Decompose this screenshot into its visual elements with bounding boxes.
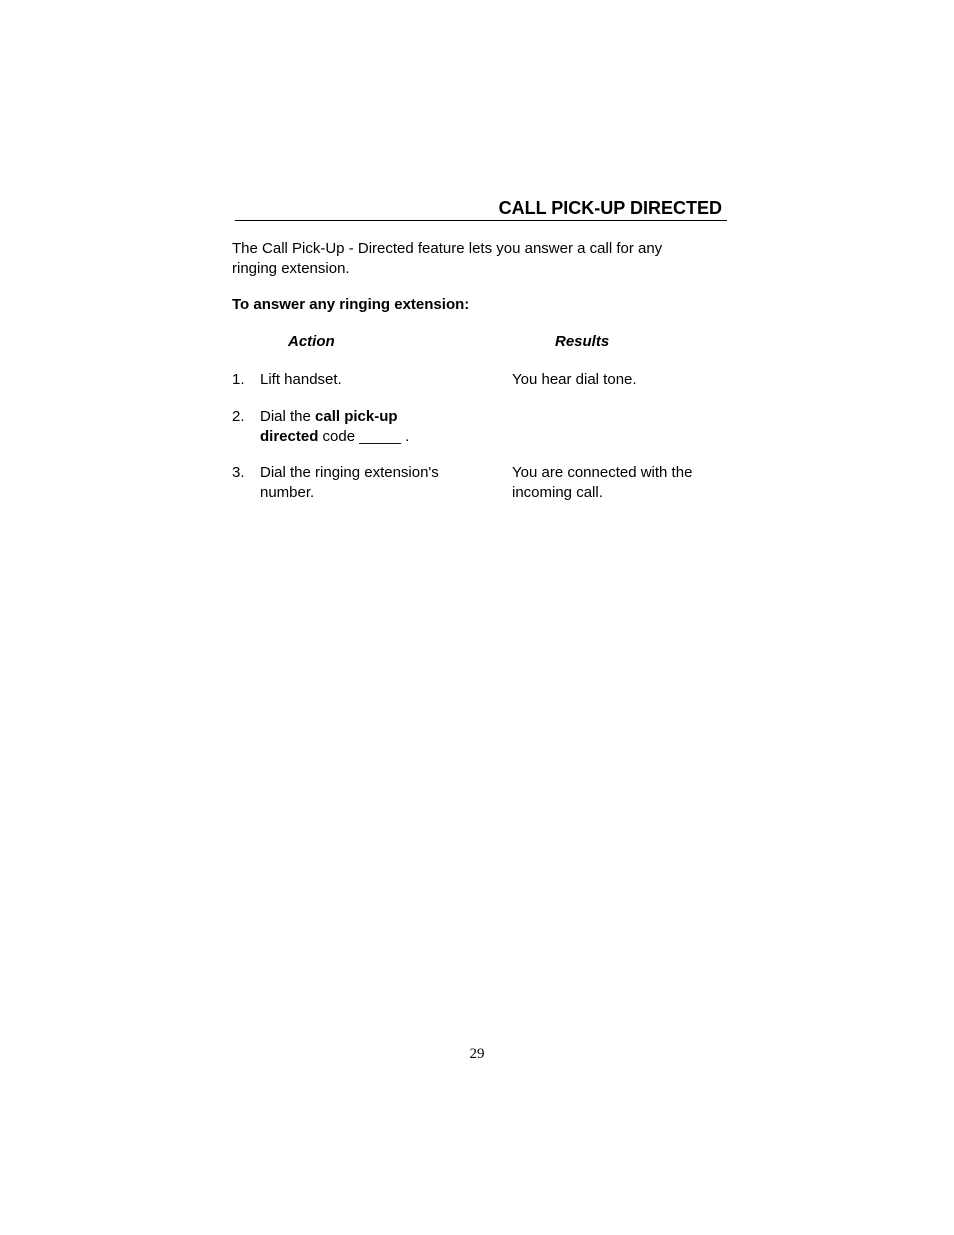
page-title: CALL PICK-UP DIRECTED <box>498 198 722 218</box>
title-underline <box>235 220 727 221</box>
intro-paragraph: The Call Pick-Up - Directed feature lets you answer a call for any ringing extension. <box>232 240 663 277</box>
procedure-heading: To answer any ringing extension: <box>232 296 470 313</box>
results-column-header: Results <box>555 333 610 350</box>
step-result <box>512 463 722 502</box>
page-number: 29 <box>469 1046 485 1062</box>
feature-name-part-1: call pick-up <box>315 408 398 425</box>
step-number: 3. <box>232 464 245 481</box>
step-action: Lift handset. <box>260 371 342 388</box>
step-action-text: Dial the <box>260 408 316 425</box>
step-result-line: You are connected with the <box>512 464 693 481</box>
feature-name-part-2: directed <box>260 427 319 445</box>
action-column-header: Action <box>288 333 335 350</box>
step-action-text: code _____ . <box>318 427 410 445</box>
step-action-line: Dial the ringing extension's <box>260 464 439 481</box>
step-number: 1. <box>232 371 245 388</box>
step-number: 2. <box>232 408 245 425</box>
step-result: You hear dial tone. <box>512 371 637 388</box>
step-result-line: incoming call. <box>512 483 603 501</box>
step-action <box>260 407 470 446</box>
step-action-line: number. <box>260 483 315 501</box>
step-action <box>260 463 470 502</box>
